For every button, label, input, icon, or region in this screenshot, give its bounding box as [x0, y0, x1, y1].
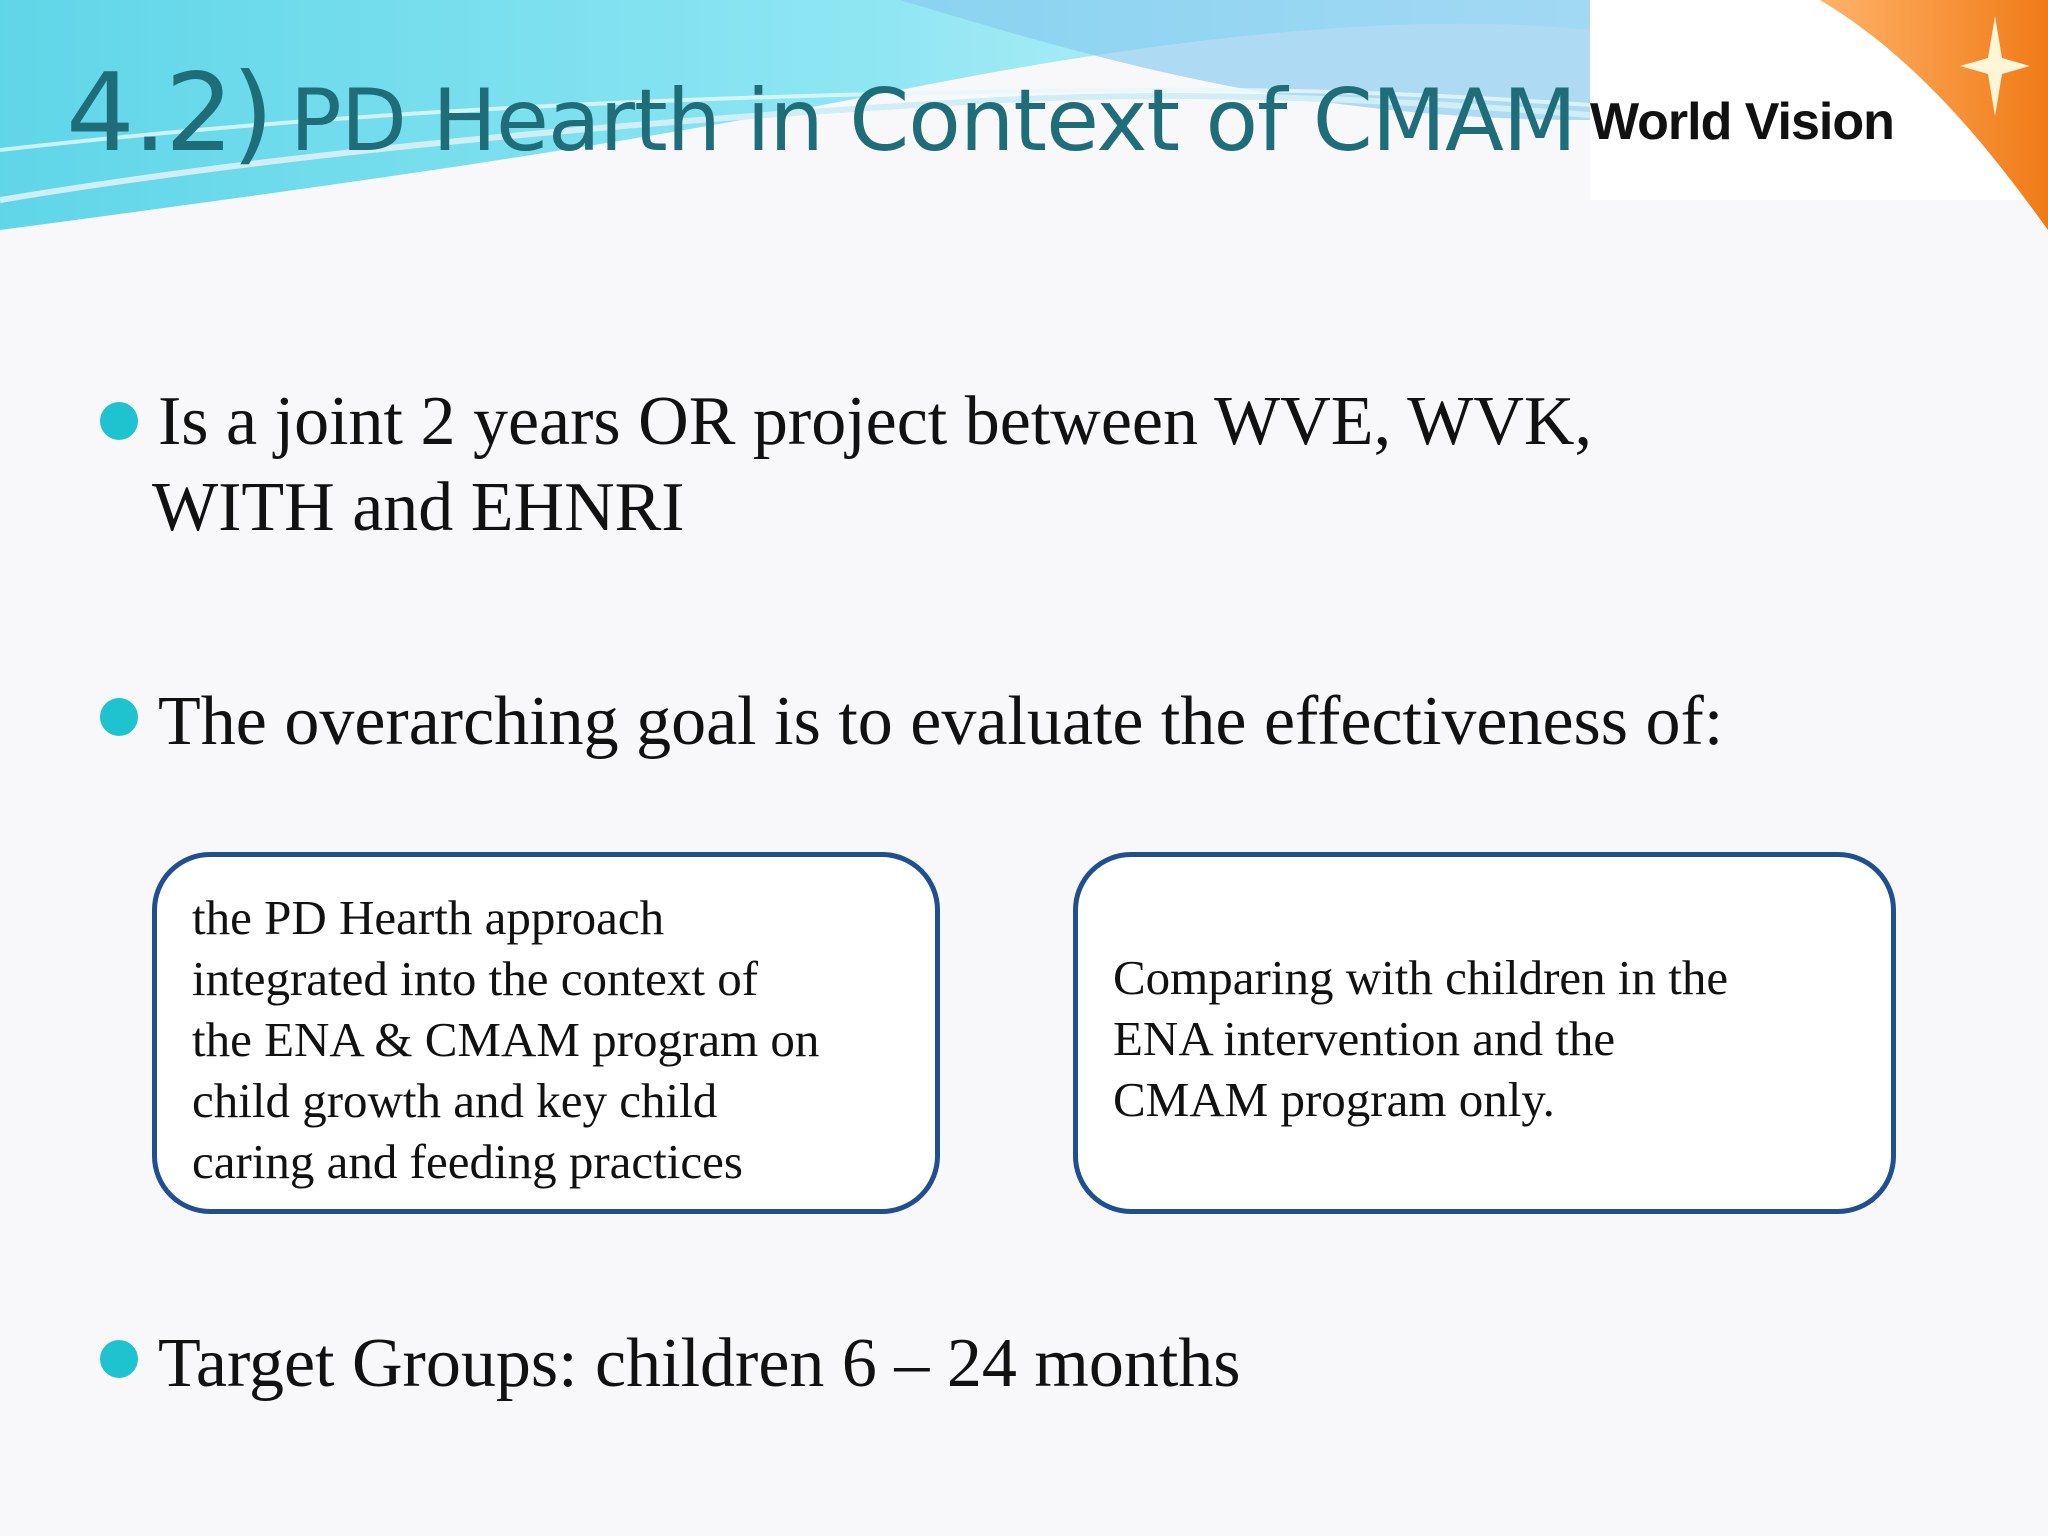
star-icon: [1960, 16, 2030, 116]
goal-box-pd-hearth: [152, 852, 940, 1214]
bullet-text: The overarching goal is to evaluate the effectiveness of:: [158, 683, 1724, 760]
title-number: 4.2): [66, 51, 272, 176]
bullet-text: Is a joint 2 years OR project between WVE, WVK,: [158, 383, 1592, 460]
bullet-dot-icon: [100, 698, 138, 736]
bullet-text-continued: WITH and EHNRI: [152, 469, 685, 546]
goal-box-text: Comparing with children in the ENA intervention and the CMAM program only.: [1113, 950, 1729, 1127]
title-text: PD Hearth in Context of CMAM: [289, 71, 1576, 171]
bullet-dot-icon: [100, 1340, 138, 1378]
bullet-text: Target Groups: children 6 – 24 months: [158, 1325, 1241, 1402]
bullet-dot-icon: [100, 402, 138, 440]
goal-box-comparison: [1073, 852, 1896, 1214]
goal-box-text: the PD Hearth approach integrated into the context of the ENA & CMAM program on child growth and key child caring and feeding practices: [192, 890, 820, 1189]
page-title: [66, 51, 1576, 176]
world-vision-logo: World Vision: [1590, 93, 1894, 151]
